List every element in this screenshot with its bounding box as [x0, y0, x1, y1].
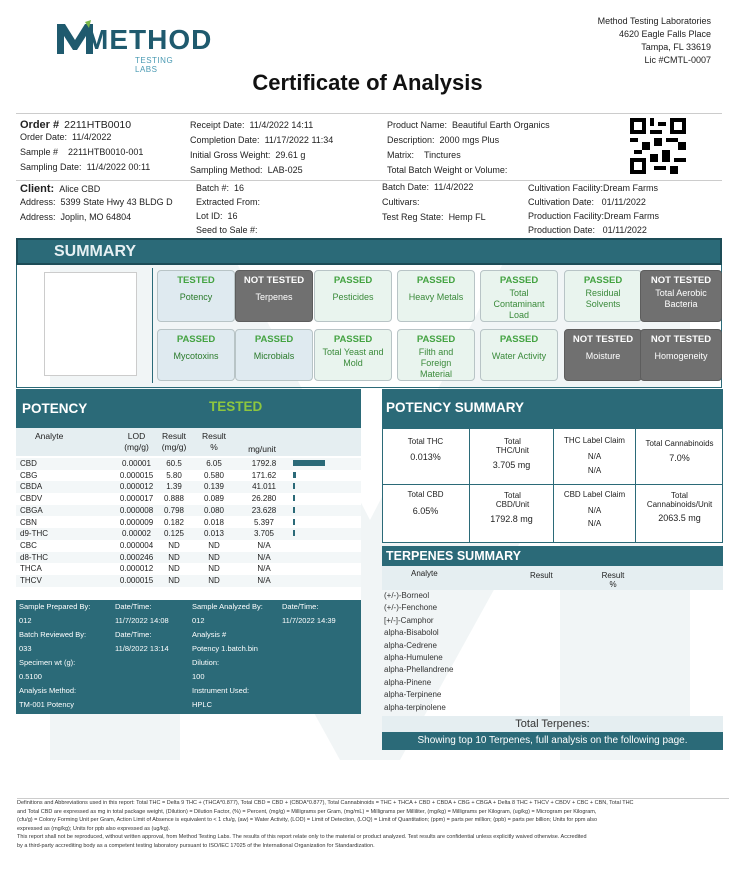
- footer-line-6: by a third-party accrediting body as a competent testing laboratory pursuant to ISO/IEC 17025 of the International Organization for Standardization.: [17, 842, 375, 849]
- ps-vline-1: [469, 428, 470, 543]
- potency-cell-result: 0.888: [163, 494, 185, 504]
- analysis-label: Analysis #: [192, 630, 227, 639]
- thc-claim-1: N/A: [587, 452, 602, 461]
- gross-weight: 29.61 g: [275, 150, 306, 160]
- summary-pill: [480, 329, 558, 381]
- potency-cell-analyte: CBC: [20, 540, 37, 550]
- potency-cell-lod: 0.00002: [122, 529, 151, 539]
- potency-row: [16, 458, 361, 470]
- potency-row: [16, 540, 361, 552]
- thc-claim-label: THC Label Claim: [564, 436, 625, 445]
- potency-cell-result: 60.5: [166, 459, 182, 468]
- pill-status: PASSED: [416, 275, 456, 286]
- completion-date-label: Completion Date:: [190, 135, 260, 145]
- summary-pill: [564, 329, 642, 381]
- product-label: Product Name:: [387, 120, 448, 130]
- potency-cell-result: ND: [168, 552, 180, 562]
- pill-status: PASSED: [583, 275, 623, 286]
- terpene-row: (+/-)-Fenchone: [384, 603, 438, 613]
- potency-cell-result: ND: [168, 576, 180, 585]
- logo-word: METHOD: [85, 24, 213, 55]
- potency-cell-lod: 0.000246: [119, 552, 154, 562]
- pill-status: NOT TESTED: [650, 275, 712, 286]
- specimen-value: 0.5100: [19, 672, 42, 681]
- order-date-label: Order Date:: [20, 132, 68, 142]
- matrix-label: Matrix:: [387, 150, 414, 160]
- potency-status: TESTED: [209, 399, 263, 414]
- potency-row: [16, 552, 361, 564]
- pill-status: NOT TESTED: [243, 275, 305, 286]
- summary-divider: [152, 268, 153, 383]
- total-terpenes-label: Total Terpenes:: [515, 718, 590, 730]
- dilution-value: 100: [192, 672, 205, 681]
- potency-row: [16, 517, 361, 529]
- total-terpenes-bar: [382, 716, 723, 732]
- client-col-1: [20, 182, 195, 225]
- analyzed-value: 012: [192, 616, 205, 625]
- analyzed-dt: 11/7/2022 14:39: [282, 616, 336, 625]
- pill-label: Potency: [179, 292, 213, 302]
- terpene-row: (+/-)-Borneol: [384, 591, 430, 600]
- lab-name: Method Testing Laboratories: [597, 16, 711, 26]
- cbd-unit: 1792.8 mg: [490, 514, 533, 524]
- col-result-pct: Result %: [201, 431, 227, 452]
- potency-cell-pct: ND: [208, 564, 220, 574]
- pill-status: PASSED: [333, 275, 373, 286]
- lot-label: Lot ID:: [196, 211, 223, 221]
- potency-cell-result: 0.182: [163, 517, 185, 527]
- pill-status: PASSED: [416, 334, 456, 345]
- pill-status: PASSED: [333, 334, 373, 345]
- reviewed-label: Batch Reviewed By:: [19, 630, 87, 639]
- potency-cell-pct: ND: [208, 576, 220, 585]
- logo-subtitle: TESTING LABS: [135, 56, 174, 74]
- sampling-method: LAB-025: [267, 165, 303, 175]
- prep-dt: 11/7/2022 14:08: [115, 616, 169, 625]
- potency-cell-unit: 41.011: [252, 482, 276, 492]
- instrument-value: HPLC: [192, 700, 213, 709]
- sample-number: 2211HTB0010-001: [68, 147, 144, 157]
- terpene-row: alpha-Cedrene: [384, 640, 437, 650]
- terpene-row: alpha-Phellandrene: [384, 665, 454, 675]
- potency-cell-lod: 0.000004: [119, 540, 154, 550]
- potency-row: [16, 493, 361, 505]
- pill-status: NOT TESTED: [650, 334, 712, 345]
- potency-cell-unit: 23.628: [251, 505, 277, 515]
- order-col-2: [190, 118, 380, 178]
- qr-code-icon: [630, 118, 686, 174]
- terpenes-title: TERPENES SUMMARY: [386, 549, 521, 563]
- summary-pill: [640, 329, 722, 381]
- potency-cell-result: 5.80: [166, 470, 182, 480]
- summary-pill: [235, 329, 313, 381]
- potency-row: [16, 505, 361, 517]
- reviewed-dt: 11/8/2022 13:14: [115, 644, 169, 653]
- pill-status: PASSED: [254, 334, 294, 345]
- potency-cell-analyte: CBDA: [20, 482, 43, 492]
- potency-cell-pct: 0.080: [203, 505, 225, 515]
- terpenes-note-text: Showing top 10 Terpenes, full analysis on the following page.: [417, 735, 688, 746]
- reviewed-value: 033: [19, 644, 32, 653]
- specimen-label: Specimen wt (g):: [19, 658, 76, 667]
- client-address-label-2: Address:: [20, 212, 56, 222]
- method-value: TM-001 Potency: [19, 700, 75, 709]
- cultivars-label: Cultivars:: [382, 197, 420, 207]
- client-address2: Joplin, MO 64804: [60, 212, 132, 222]
- summary-pill: [397, 270, 475, 322]
- terpene-row: alpha-Humulene: [384, 653, 443, 662]
- potency-cell-lod: 0.000012: [119, 482, 154, 492]
- thc-unit: 3.705 mg: [492, 460, 531, 470]
- footer-line-1: Definitions and Abbreviations used in this report: Total THC = Delta 9 THC + (THCA*0.877), Total CBD = CBD + (CBDA*0.877), Total Cannabinoids = THC + THCA + CBD + CBDA + CBG + CBGA + Delta 8 THC + THCV + CBDV + CBC + CBN, Total THC: [17, 800, 634, 806]
- potency-row: [16, 528, 361, 540]
- lab-license: Lic #CMTL-0007: [644, 55, 711, 65]
- lab-address-line2: Tampa, FL 33619: [641, 42, 711, 52]
- potency-cell-unit: 171.62: [251, 470, 277, 480]
- order-date: 11/4/2022: [72, 132, 112, 142]
- batch-label: Batch #:: [196, 183, 230, 193]
- potency-cell-pct: 6.05: [206, 459, 222, 468]
- potency-cell-result: 1.39: [166, 482, 182, 492]
- potency-cell-result: 0.125: [163, 529, 185, 539]
- potency-cell-unit: 3.705: [253, 529, 275, 539]
- potency-cell-lod: 0.000012: [119, 564, 154, 574]
- order-label: Order #: [20, 119, 60, 131]
- potency-cell-analyte: CBN: [20, 517, 37, 527]
- potency-cell-pct: 0.139: [203, 482, 225, 492]
- gross-weight-label: Initial Gross Weight:: [190, 150, 271, 160]
- total-thc-label: Total THC: [407, 437, 444, 446]
- sampling-date: 11/4/2022 00:11: [86, 162, 151, 172]
- pill-label: Terpenes: [255, 292, 293, 302]
- potency-table-header: [16, 428, 361, 456]
- pill-status: PASSED: [176, 334, 216, 345]
- cultivation-date: 01/11/2022: [601, 197, 646, 207]
- summary-pill: [564, 270, 642, 322]
- cbd-claim-label: CBD Label Claim: [563, 490, 626, 499]
- terpene-row: alpha-Terpinene: [384, 690, 442, 700]
- pill-label: Heavy Metals: [408, 292, 464, 302]
- analyzed-dt-label: Date/Time:: [282, 602, 319, 611]
- lab-address-line1: 4620 Eagle Falls Place: [618, 29, 711, 39]
- potency-cell-pct: 0.013: [203, 529, 225, 539]
- terpene-row: alpha-Bisabolol: [384, 628, 439, 638]
- pill-label: Residual Solvents: [585, 288, 621, 309]
- terpenes-note: [382, 732, 723, 750]
- col-mg-unit: mg/unit: [248, 444, 276, 454]
- summary-pill: [314, 329, 392, 381]
- potency-bar: [293, 460, 325, 466]
- receipt-date-label: Receipt Date:: [190, 120, 245, 130]
- client-label: Client:: [20, 183, 55, 195]
- summary-pill: [640, 270, 722, 322]
- summary-pill: [235, 270, 313, 322]
- description: 2000 mgs Plus: [439, 135, 500, 145]
- company-logo: [55, 18, 213, 74]
- potency-title: POTENCY: [22, 401, 88, 416]
- col-analyte: Analyte: [35, 431, 64, 441]
- potency-cell-unit: 1792.8: [251, 459, 277, 468]
- extracted-from-label: Extracted From:: [196, 197, 261, 207]
- summary-pill: [157, 270, 235, 322]
- pill-status: PASSED: [499, 275, 539, 286]
- potency-cell-analyte: d9-THC: [20, 529, 49, 539]
- client-name: Alice CBD: [59, 184, 101, 194]
- footer-line-2: and Total CBD are expressed as mg in total package weight, (Dilution) = Dilution Factor, (%) = Percent, (mg/g) = Milligrams per Gram, (mg/mL) = Milligrams per Milliliter, (mg/kg) = Milligrams per Kilogram, (ug/kg) = Microgram per Kilogram,: [17, 808, 597, 815]
- pill-label: Total Contaminant Load: [493, 288, 545, 320]
- product-name: Beautiful Earth Organics: [452, 120, 550, 130]
- client-col-2: [196, 181, 376, 237]
- potency-cell-lod: 0.000015: [119, 576, 154, 585]
- pill-label: Mycotoxins: [173, 351, 219, 361]
- production-facility-label: Production Facility:: [528, 211, 605, 221]
- terpenes-header: [382, 546, 723, 566]
- pill-label: Moisture: [585, 351, 621, 361]
- potency-cell-result: 0.798: [163, 505, 185, 515]
- potency-cell-unit: N/A: [257, 564, 271, 574]
- sample-label: Sample #: [20, 147, 59, 157]
- production-date: 01/11/2022: [602, 225, 647, 235]
- description-label: Description:: [387, 135, 435, 145]
- potency-bar: [293, 530, 295, 536]
- order-col-1: [20, 118, 185, 175]
- thc-unit-label: Total THC/Unit: [496, 437, 529, 455]
- potency-cell-unit: N/A: [257, 540, 271, 550]
- potency-row: [16, 481, 361, 493]
- prep-label: Sample Prepared By:: [19, 602, 91, 611]
- footer-definitions: [17, 798, 729, 850]
- summary-header: [16, 238, 722, 265]
- potency-row: [16, 563, 361, 575]
- potency-summary-header: [382, 389, 723, 428]
- terpene-row: [+/-]-Camphor: [384, 615, 434, 625]
- summary-pill: [314, 270, 392, 322]
- potency-bar: [293, 507, 295, 513]
- potency-cell-result: ND: [168, 564, 180, 574]
- potency-cell-pct: 0.580: [203, 470, 225, 480]
- analysis-value: Potency 1.batch.bin: [192, 644, 258, 653]
- total-cann: 7.0%: [669, 453, 690, 463]
- order-number: 2211HTB0010: [64, 119, 132, 131]
- client-col-3: [382, 180, 522, 225]
- potency-cell-unit: N/A: [257, 576, 271, 585]
- cultivation-date-label: Cultivation Date:: [528, 197, 595, 207]
- thc-claim-2: N/A: [587, 466, 602, 475]
- potency-cell-lod: 0.000015: [119, 470, 154, 480]
- sampling-method-label: Sampling Method:: [190, 165, 263, 175]
- terp-col-analyte: Analyte: [411, 569, 438, 578]
- receipt-date: 11/4/2022 14:11: [249, 120, 314, 130]
- terp-col-result: Result: [530, 571, 553, 580]
- potency-cell-unit: 5.397: [253, 517, 275, 527]
- reviewed-dt-label: Date/Time:: [115, 630, 152, 639]
- batch-weight-label: Total Batch Weight or Volume:: [387, 165, 508, 175]
- col-lod: LOD (mg/g): [124, 431, 149, 452]
- terpene-row: alpha-Pinene: [384, 677, 432, 687]
- potency-cell-pct: 0.089: [203, 494, 225, 504]
- potency-cell-analyte: d8-THC: [20, 552, 49, 562]
- potency-cell-pct: ND: [208, 552, 220, 562]
- prep-value: 012: [19, 616, 32, 625]
- potency-cell-lod: 0.000017: [119, 494, 154, 504]
- test-reg-label: Test Reg State:: [382, 212, 444, 222]
- summary-title: SUMMARY: [54, 243, 137, 260]
- total-cbd-label: Total CBD: [407, 490, 444, 499]
- potency-bar: [293, 495, 295, 501]
- potency-cell-analyte: THCV: [20, 576, 42, 585]
- summary-pill: [480, 270, 558, 322]
- potency-details: [16, 600, 361, 714]
- cann-unit: 2063.5 mg: [658, 513, 701, 523]
- production-facility: Dream Farms: [604, 211, 660, 221]
- potency-row: [16, 575, 361, 587]
- pill-label: Microbials: [253, 351, 295, 361]
- pill-label: Total Yeast and Mold: [322, 347, 384, 368]
- potency-cell-pct: ND: [208, 540, 220, 550]
- potency-cell-unit: 26.280: [251, 494, 277, 504]
- lot-id: 16: [227, 211, 238, 221]
- production-date-label: Production Date:: [528, 225, 596, 235]
- cultivation-facility: Dream Farms: [603, 183, 659, 193]
- potency-bar: [293, 519, 295, 525]
- potency-cell-lod: 0.000009: [119, 517, 154, 527]
- client-address1: 5399 State Hwy 43 BLDG D: [60, 197, 173, 207]
- potency-cell-analyte: CBGA: [20, 505, 43, 515]
- potency-header: [16, 389, 361, 428]
- footer-line-4: expressed as (mg/kg); Units for ppb also expressed as (ug/kg).: [17, 825, 171, 832]
- pill-status: PASSED: [499, 334, 539, 345]
- potency-cell-lod: 0.000008: [119, 505, 154, 515]
- pill-label: Homogeneity: [654, 351, 708, 361]
- matrix: Tinctures: [424, 150, 461, 160]
- potency-bar: [293, 472, 296, 478]
- potency-cell-analyte: CBG: [20, 470, 38, 480]
- seed-to-sale-label: Seed to Sale #:: [196, 225, 258, 235]
- cbd-unit-label: Total CBD/Unit: [495, 491, 530, 509]
- pill-status: NOT TESTED: [572, 334, 634, 345]
- potency-summary-title: POTENCY SUMMARY: [386, 400, 525, 415]
- cbd-claim-1: N/A: [587, 506, 602, 515]
- footer-line-5: This report shall not be reproduced, without written approval, from Method Testing Labs. The results of this report relate only to the material or product analyzed. Test results are confidential unless explicitly waived otherwise. Accredited: [17, 834, 587, 840]
- batch-date: 11/4/2022: [434, 182, 474, 192]
- col-result: Result (mg/g): [161, 431, 187, 452]
- pill-status: TESTED: [177, 275, 215, 286]
- product-image-placeholder: [44, 272, 137, 376]
- total-thc: 0.013%: [410, 452, 441, 462]
- footer-line-3: (cfu/g) = Colony Forming Unit per Gram, Action Limit of Absence is equivalent to < 1 cfu/g, (aw) = Water Activity, (LOD) = Limit of Detection, (LOQ) = Limit of Quantitation; (ppm) = parts per million; (ppb) = parts per billion; Units for ppm also: [17, 817, 598, 823]
- potency-cell-lod: 0.00001: [122, 459, 151, 468]
- pill-label: Filth and Foreign Material: [418, 347, 454, 379]
- page-title: Certificate of Analysis: [252, 70, 483, 95]
- pill-label: Total Aerobic Bacteria: [655, 288, 707, 309]
- pill-label: Pesticides: [332, 292, 374, 302]
- terpenes-col-header: [382, 566, 723, 590]
- analyzed-label: Sample Analyzed By:: [192, 602, 263, 611]
- potency-cell-analyte: CBDV: [20, 494, 43, 504]
- cultivation-facility-label: Cultivation Facility:: [528, 183, 604, 193]
- summary-pill: [397, 329, 475, 381]
- batch-number: 16: [234, 183, 245, 193]
- cann-unit-label: Total Cannabinoids/Unit: [646, 491, 713, 509]
- potency-bar: [293, 483, 295, 489]
- potency-cell-unit: N/A: [257, 552, 271, 562]
- total-cann-label: Total Cannabinoids: [645, 439, 714, 448]
- potency-row: [16, 470, 361, 482]
- sampling-date-label: Sampling Date:: [20, 162, 82, 172]
- batch-date-label: Batch Date:: [382, 182, 430, 192]
- method-label: Analysis Method:: [19, 686, 77, 695]
- lab-address: [598, 15, 711, 67]
- terpene-row: alpha-terpinolene: [384, 702, 446, 712]
- order-col-3: [387, 118, 622, 178]
- total-cbd: 6.05%: [412, 506, 439, 516]
- potency-cell-result: ND: [168, 540, 180, 550]
- pill-label: Water Activity: [491, 351, 547, 361]
- dilution-label: Dilution:: [192, 658, 220, 667]
- potency-cell-analyte: THCA: [20, 564, 42, 574]
- prep-dt-label: Date/Time:: [115, 602, 152, 611]
- instrument-label: Instrument Used:: [192, 686, 250, 695]
- terp-col-pct: Result %: [601, 571, 625, 589]
- summary-pill: [157, 329, 235, 381]
- test-reg-state: Hemp FL: [448, 212, 486, 222]
- client-address-label: Address:: [20, 197, 56, 207]
- completion-date: 11/17/2022 11:34: [264, 135, 334, 145]
- client-col-4: [528, 181, 728, 237]
- cbd-claim-2: N/A: [587, 519, 602, 528]
- potency-cell-analyte: CBD: [20, 459, 37, 468]
- potency-cell-pct: 0.018: [203, 517, 225, 527]
